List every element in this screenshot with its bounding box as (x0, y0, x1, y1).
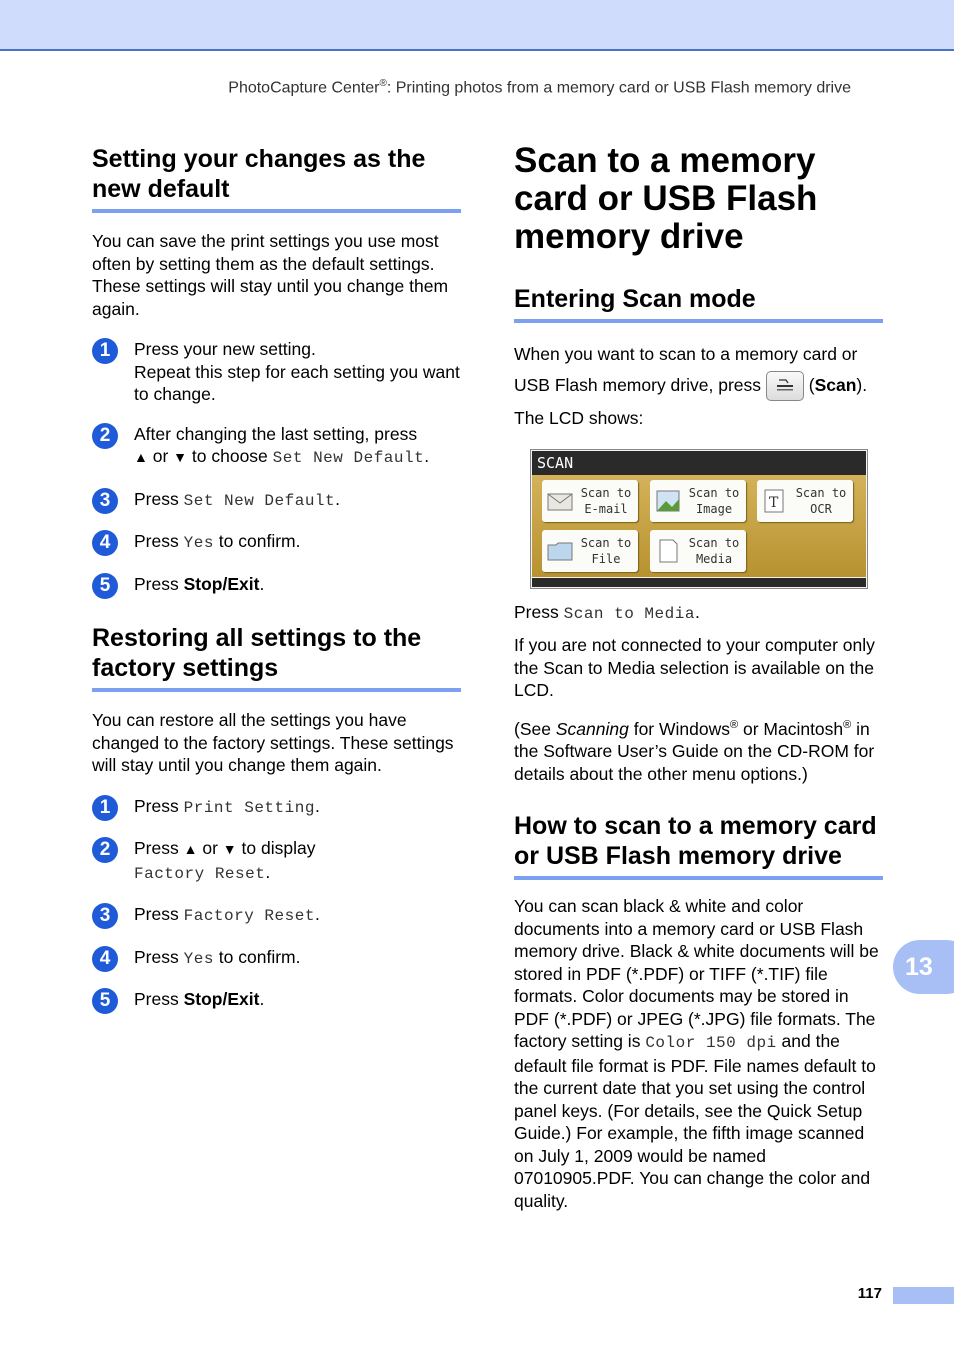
lcd-button-file[interactable]: Scan to File (542, 530, 638, 572)
scan-mode-intro: When you want to scan to a memory card or USB Flash memory drive, press (Scan). (514, 339, 883, 401)
section-title-how-to-scan: How to scan to a memory card or USB Flash memory drive (514, 811, 883, 880)
see-guide-note: (See Scanning for Windows® or Macintosh® in the Software User’s Guide on the CD-ROM for details about the other menu options.) (514, 718, 875, 784)
step-5: 5 Press Stop/Exit. (92, 573, 461, 596)
step-text: After changing the last setting, press (134, 423, 418, 444)
lcd-body (532, 475, 866, 577)
chapter-section-title: Scan to a memory card or USB Flash memory drive (514, 141, 818, 256)
folder-icon (546, 537, 574, 565)
press-scan-to-media: Press Scan to Media. (514, 601, 700, 623)
step-number: 2 (92, 423, 118, 449)
down-arrow-icon: ▼ (222, 841, 237, 857)
up-arrow-icon: ▲ (134, 449, 148, 465)
right-column (514, 142, 883, 1212)
step-1: 1 Press Print Setting. (92, 795, 461, 820)
section-title-factory: Restoring all settings to the factory settings (92, 623, 461, 692)
left-column (92, 144, 461, 1011)
page-number-bar (893, 1287, 954, 1304)
step-4: 4 Press Yes to confirm. (92, 530, 461, 555)
email-icon (546, 487, 574, 515)
lcd-button-image[interactable]: Scan to Image (650, 480, 746, 522)
how-to-scan-body: You can scan black & white and color documents into a memory card or USB Flash memory drive. Black & white documents will be stored in PDF (*.PDF) or TIFF (*.TIF) file formats. Color documents may be stored in PDF (*.PDF) or JPEG (*.JPG) file formats. The factory setting is Color 150 dpi and the default file format is PDF. File names default to the current date that you set using the control panel keys. (For details, see the Quick Setup Guide.) For example, the fifth image scanned on July 1, 2009 would be named 07010905.PDF. You can change the color and quality. (514, 896, 879, 1211)
lcd-button-ocr[interactable]: T Scan to OCR (757, 480, 853, 522)
lcd-screen (530, 449, 868, 589)
not-connected-note: If you are not connected to your computer only the Scan to Media selection is available on the LCD. (514, 635, 875, 701)
step-number: 4 (92, 530, 118, 556)
media-icon (654, 537, 682, 565)
step-number: 3 (92, 903, 118, 929)
down-arrow-icon: ▼ (173, 449, 188, 465)
step-number: 4 (92, 946, 118, 972)
lcd-title: SCAN (532, 451, 866, 475)
header-band (0, 0, 954, 51)
step-number: 3 (92, 488, 118, 514)
ocr-icon (761, 487, 789, 515)
step-number: 5 (92, 573, 118, 599)
section-body-default: You can save the print settings you use most often by setting them as the default settings. These settings will stay until you change them again. (92, 231, 449, 319)
step-number: 5 (92, 988, 118, 1014)
step-text: ▲ or ▼ to choose Set New Default. (134, 446, 430, 467)
step-text: Press your new setting. (134, 339, 316, 359)
section-title-scan-mode: Entering Scan mode (514, 284, 883, 323)
up-arrow-icon: ▲ (183, 841, 198, 857)
step-3: 3 Press Factory Reset. (92, 903, 461, 928)
step-number: 2 (92, 837, 118, 863)
step-2: 2 Press ▲ or ▼ to display Factory Reset. (92, 837, 461, 885)
lcd-button-email[interactable]: Scan to E-mail (542, 480, 638, 522)
step-3: 3 Press Set New Default. (92, 488, 461, 513)
chapter-tab: 13 (893, 940, 954, 994)
step-number: 1 (92, 338, 118, 364)
step-5: 5 Press Stop/Exit. (92, 988, 461, 1011)
section-body-factory: You can restore all the settings you have changed to the factory settings. These settings will stay until you change them again. (92, 710, 454, 775)
page-number: 117 (857, 1285, 882, 1302)
running-header: PhotoCapture Center®: Printing photos from a memory card or USB Flash memory drive (228, 78, 851, 97)
step-1 (92, 338, 461, 406)
lcd-intro: The LCD shows: (514, 408, 644, 429)
step-number: 1 (92, 795, 118, 821)
step-4: 4 Press Yes to confirm. (92, 946, 461, 971)
image-icon (654, 487, 682, 515)
step-2 (92, 423, 461, 470)
scan-button-icon (766, 371, 804, 401)
svg-text:T: T (769, 494, 779, 511)
lcd-button-media[interactable]: Scan to Media (650, 530, 746, 572)
section-title-default: Setting your changes as the new default (92, 144, 461, 213)
lcd-footer (532, 578, 866, 587)
step-text: Repeat this step for each setting you want to change. (134, 361, 460, 404)
